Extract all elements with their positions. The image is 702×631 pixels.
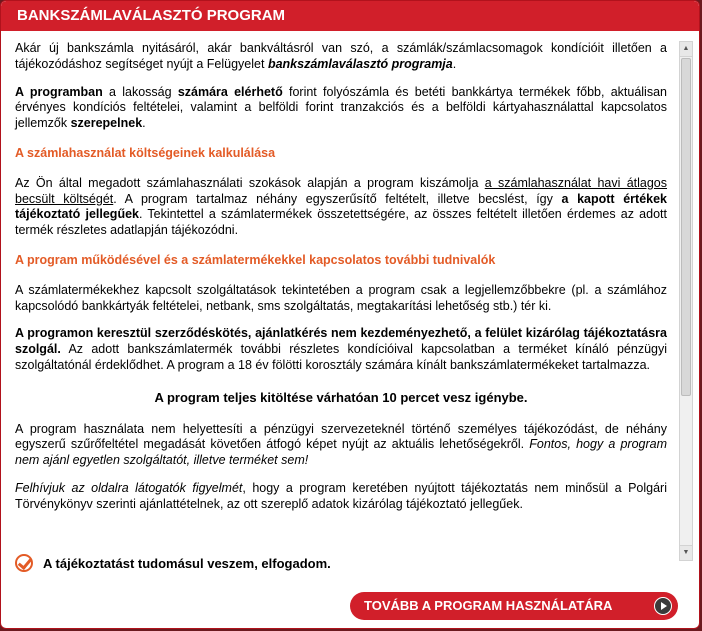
dialog-title: BANKSZÁMLAVÁLASZTÓ PROGRAM <box>1 1 699 31</box>
scroll-area[interactable] <box>5 35 689 545</box>
services-paragraph: A számlatermékekhez kapcsolt szolgáltatások tekintetében a program csak a legjellemzőbbekre (pl. a számlához kapcsolódó bankkártyák feltételei, netbank, sms szolgáltatás, megtakarítási lehetőség stb.) tér ki. <box>15 282 667 313</box>
accept-label: A tájékoztatást tudomásul veszem, elfogadom. <box>43 555 331 571</box>
next-button-label: TOVÁBB A PROGRAM HASZNÁLATÁRA <box>364 598 613 613</box>
section-heading-info: A program működésével és a számlatermékekkel kapcsolatos további tudnivalók <box>15 252 496 267</box>
accept-checkbox-row[interactable] <box>15 553 331 573</box>
next-button[interactable] <box>350 592 678 620</box>
intro-paragraph: Akár új bankszámla nyitásáról, akár bankváltásról van szó, a számlák/számlacsomagok kondícióit illetően a tájékozódáshoz segítséget nyújt a Felügyelet bankszámlaválasztó programja. <box>15 41 667 71</box>
program-paragraph: A programban a lakosság számára elérhető forint folyószámla és betéti bankkártya termékek főbb, aktuálisan érvényes kondíciós feltételei, valamint a belföldi forint tranzakciós és a belföldi kártyahasználattal kapcsolatos jellemzők szerepelnek. <box>15 84 667 131</box>
usage-paragraph: A program használata nem helyettesíti a pénzügyi szervezeteknél történő személyes tájékozódást, de néhány egyszerű szűrőfeltétel megadását követően átfogó képet nyújt az aktuális lehetőségekről. Fontos, hogy a program nem ajánl egyetlen szolgáltatót, illetve terméket sem! <box>15 421 667 468</box>
vertical-scrollbar[interactable] <box>679 41 693 561</box>
contract-paragraph: A programon keresztül szerződéskötés, ajánlatkérés nem kezdeményezhető, a felület kizárólag tájékoztatásra szolgál. Az adott bankszámlatermék további részletes kondícióival kapcsolatban a terméket kínáló pénzügyi szolgáltatónál érdeklődhet. A program a 18 év fölötti korosztály számára kínált bankszámlatermékeket tartalmazza. <box>15 326 667 372</box>
scroll-thumb[interactable] <box>681 58 691 396</box>
dialog-content <box>15 41 667 525</box>
section-heading-costs: A számlahasználat költségeinek kalkulálása <box>15 145 276 160</box>
notice-paragraph: Felhívjuk az oldalra látogatók figyelmét, hogy a program keretében nyújtott tájékoztatás nem minősül a Polgári Törvénykönyv szerinti ajánlattételnek, az ott szereplő adatok kizárólag tájékoztató jellegűek. <box>15 480 667 511</box>
duration-notice: A program teljes kitöltése várhatóan 10 percet vesz igénybe. <box>154 389 528 405</box>
costs-paragraph: Az Ön által megadott számlahasználati szokások alapján a program kiszámolja a számlahasználat havi átlagos becsült költségét. A program tartalmaz néhány egyszerűsítő feltételt, illetve becslést, így a kapott értékek tájékoztató jellegűek. Tekintettel a számlatermékek összetettségére, az összes feltételt illetően érdemes az adott termék részletes adatlapján tájékozódni. <box>15 175 668 238</box>
check-icon[interactable] <box>15 554 33 572</box>
arrow-up-icon[interactable]: ▲ <box>680 42 692 57</box>
play-circle-icon <box>654 597 672 615</box>
arrow-down-icon[interactable]: ▼ <box>680 545 692 560</box>
